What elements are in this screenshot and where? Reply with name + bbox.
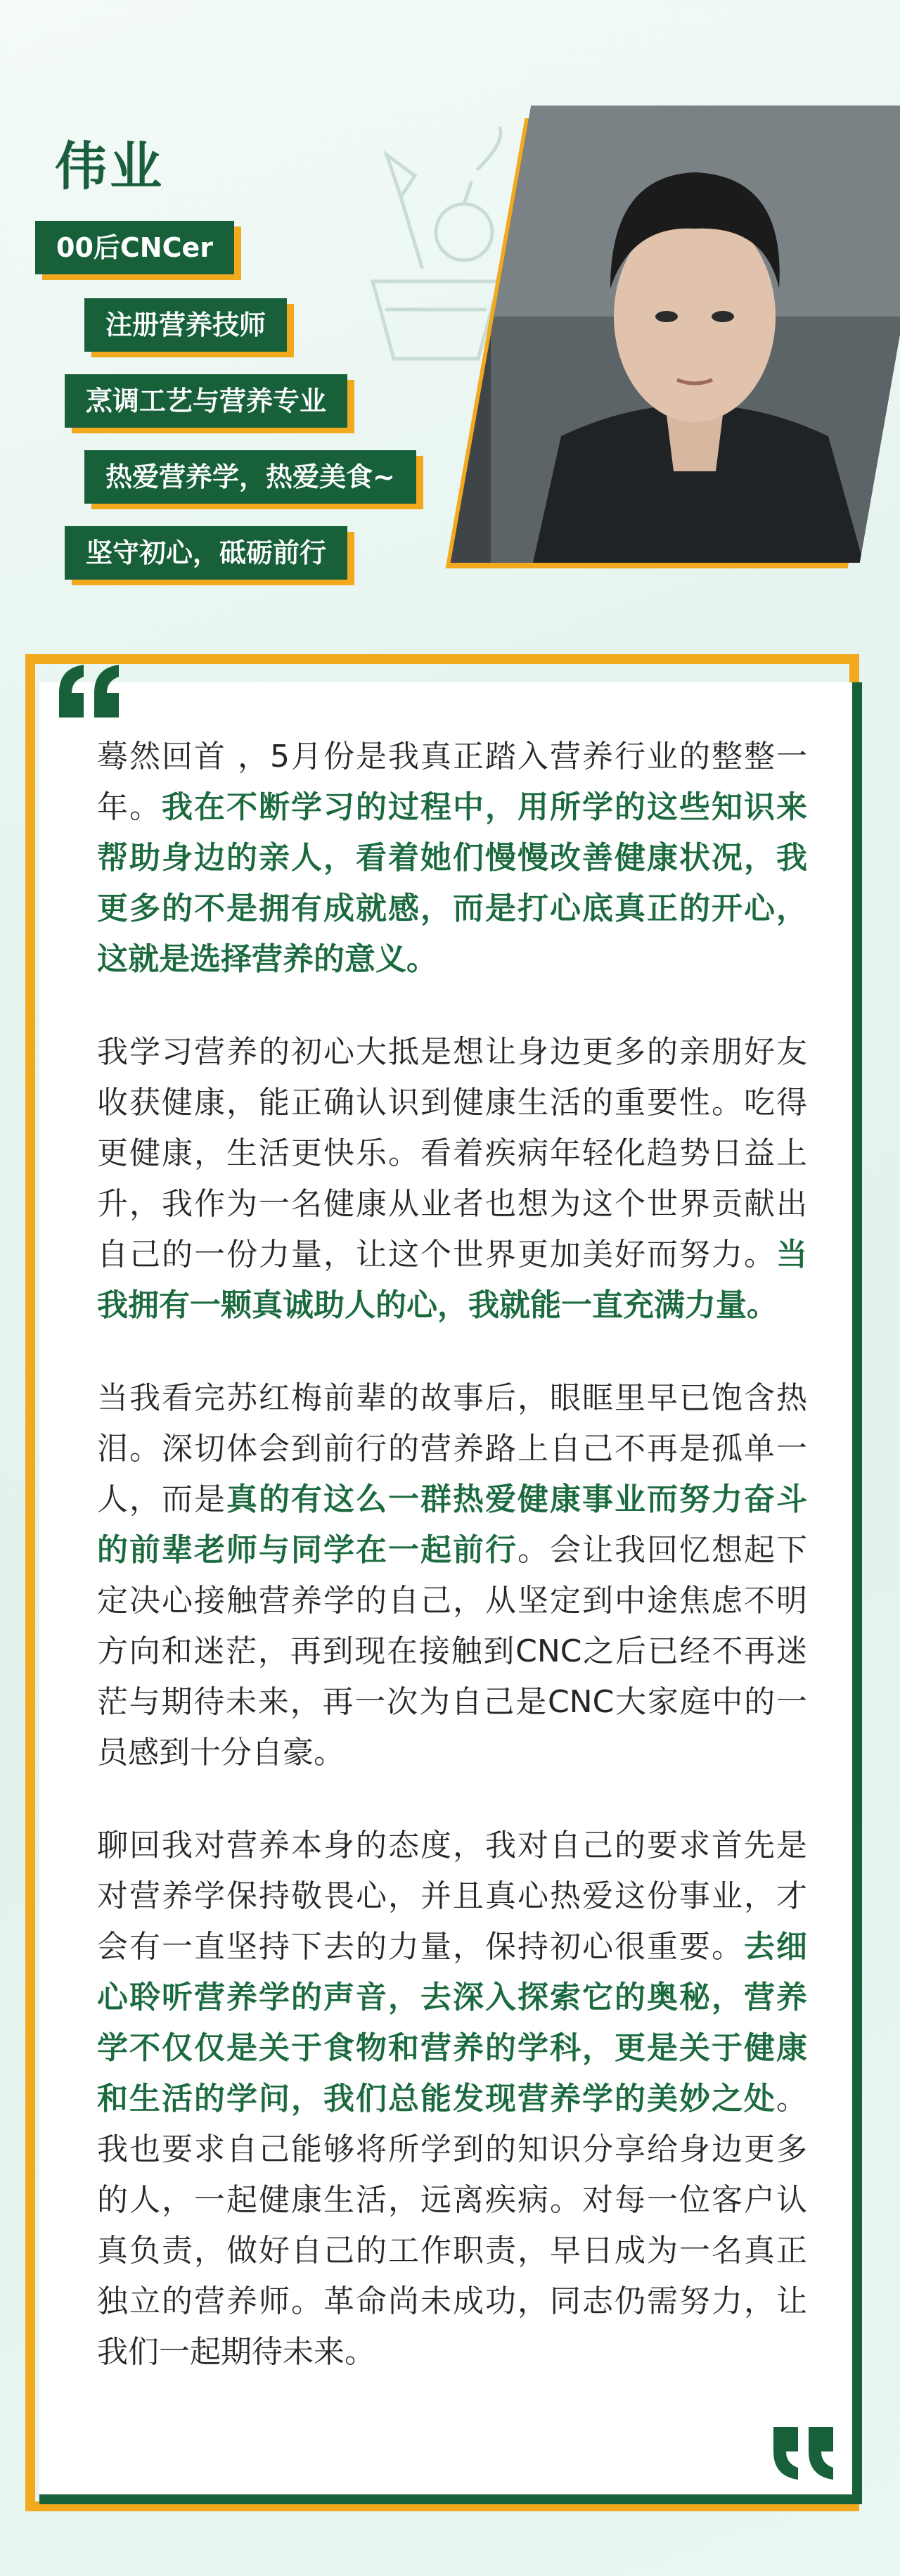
close-quote-icon — [766, 2420, 844, 2483]
article-body — [97, 732, 807, 2420]
open-quote-icon — [52, 661, 129, 725]
paragraph-3 — [97, 1373, 807, 1778]
tag-major: 烹调工艺与营养专业 — [65, 374, 347, 428]
paragraph-2-text: 我学习营养的初心大抵是想让身边更多的亲朋好友收获健康，能正确认识到健康生活的重要性。吃得更健康，生活更快乐。看着疾病年轻化趋势日益上升，我作为一名健康从业者也想为这个世界贡献出自己的一份力量，让这个世界更加美好而努力。 — [97, 1034, 807, 1273]
tag-motto: 坚守初心，砥砺前行 — [65, 526, 347, 580]
profile-photo-area — [422, 0, 900, 577]
paragraph-1 — [97, 732, 807, 985]
paragraph-4-text-end: 。我也要求自己能够将所学到的知识分享给身边更多的人，一起健康生活，远离疾病。对每一位客户认真负责，做好自己的工作职责，早日成为一名真正独立的营养师。革命尚未成功，同志仍需努力，让我们一起期待未来。 — [97, 2081, 807, 2370]
paragraph-4-highlight: 去细心聆听营养学的声音，去深入探索它的奥秘，营养学不仅仅是关于食物和营养的学科，更是关于健康和生活的学问，我们总能发现营养学的美妙之处 — [97, 1929, 807, 2117]
paragraph-4 — [97, 1821, 807, 2378]
profile-name: 伟业 — [55, 136, 165, 197]
paragraph-3-text-end: 。会让我回忆想起下定决心接触营养学的自己，从坚定到中途焦虑不明方向和迷茫，再到现在接触到CNC之后已经不再迷茫与期待未来，再一次为自己是CNC大家庭中的一员感到十分自豪。 — [97, 1532, 807, 1771]
paragraph-1-text: 蓦然回首 ，5月份是我真正踏入营养行业的整整一年。 — [97, 739, 807, 825]
paragraph-4-text: 聊回我对营养本身的态度，我对自己的要求首先是对营养学保持敬畏心，并且真心热爱这份事业，才会有一直坚持下去的力量，保持初心很重要。 — [97, 1828, 807, 1965]
paragraph-3-highlight: 真的有这么一群热爱健康事业而努力奋斗的前辈老师与同学在一起前行 — [97, 1481, 807, 1568]
tag-generation: 00后CNCer — [35, 221, 234, 274]
tag-certification: 注册营养技师 — [84, 298, 287, 352]
paragraph-1-highlight: 我在不断学习的过程中，用所学的这些知识来帮助身边的亲人，看着她们慢慢改善健康状况，我更多的不是拥有成就感，而是打心底真正的开心，这就是选择营养的意义。 — [97, 789, 807, 977]
tag-passion: 热爱营养学，热爱美食~ — [84, 450, 416, 504]
paragraph-2-highlight: 当我拥有一颗真诚助人的心，我就能一直充满力量。 — [97, 1237, 807, 1323]
paragraph-2 — [97, 1027, 807, 1331]
paragraph-3-text: 当我看完苏红梅前辈的故事后，眼眶里早已饱含热泪。深切体会到前行的营养路上自己不再是孤单一人，而是 — [97, 1380, 807, 1517]
